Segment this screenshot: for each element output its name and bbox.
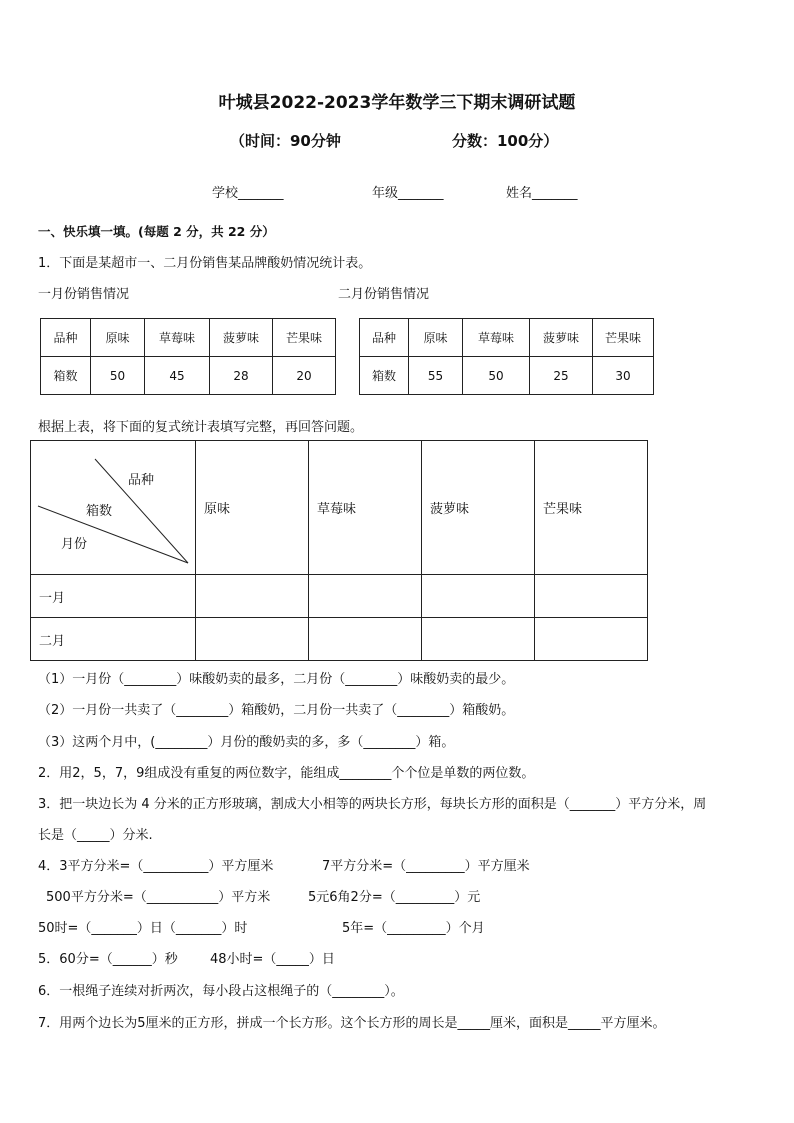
blank-cell[interactable] — [535, 618, 648, 661]
page-title: 叶城县2022-2023学年数学三下期末调研试题 — [218, 93, 576, 113]
table-cell: 55 — [409, 357, 463, 395]
question-5a: 5．60分=（______）秒 — [38, 952, 178, 967]
table-cell: 菠萝味 — [210, 319, 273, 357]
flavor-header: 芒果味 — [535, 441, 648, 575]
question-1-text: 1．下面是某超市一、二月份销售某品牌酸奶情况统计表。 — [38, 256, 372, 271]
exam-time: （时间：90分钟 — [230, 132, 341, 150]
question-6: 6．一根绳子连续对折两次，每小段占这根绳子的（________）。 — [38, 984, 404, 999]
table-cell: 草莓味 — [463, 319, 530, 357]
blank-cell[interactable] — [535, 575, 648, 618]
table-cell: 芒果味 — [273, 319, 336, 357]
diagonal-lines — [31, 441, 195, 574]
table-cell: 品种 — [360, 319, 409, 357]
flavor-header: 菠萝味 — [422, 441, 535, 575]
question-2: 2．用2，5，7，9组成没有重复的两位数字，能组成________个个位是单数的两位数。 — [38, 766, 535, 781]
table-cell: 28 — [210, 357, 273, 395]
question-3-line2: 长是（_____）分米. — [38, 828, 153, 843]
table-cell: 45 — [145, 357, 210, 395]
month-row-label: 二月 — [31, 618, 196, 661]
section-heading: 一、快乐填一填。(每题 2 分，共 22 分） — [38, 224, 275, 239]
question-4e: 50时=（_______）日（_______）时 — [38, 921, 248, 936]
table-header-row — [31, 441, 648, 575]
table-cell: 箱数 — [360, 357, 409, 395]
diagonal-label-kind: 品种 — [128, 473, 155, 488]
table-row — [360, 357, 654, 395]
table-cell: 箱数 — [41, 357, 91, 395]
question-4c: 500平方分米=（___________）平方米 — [46, 890, 271, 905]
question-7: 7．用两个边长为5厘米的正方形，拼成一个长方形。这个长方形的周长是_____厘米，面积是_____平方厘米。 — [38, 1016, 666, 1031]
blank-cell[interactable] — [196, 575, 309, 618]
feb-sales-table — [359, 318, 654, 395]
flavor-header: 草莓味 — [309, 441, 422, 575]
month-row-label: 一月 — [31, 575, 196, 618]
question-4f: 5年=（_________）个月 — [342, 921, 485, 936]
table-cell: 25 — [530, 357, 593, 395]
table-row — [31, 575, 648, 618]
table-row — [360, 319, 654, 357]
table-cell: 30 — [593, 357, 654, 395]
combined-stat-table — [30, 440, 648, 661]
table-row — [41, 357, 336, 395]
table-cell: 品种 — [41, 319, 91, 357]
grade-field: 年级_______ — [372, 186, 444, 201]
blank-cell[interactable] — [422, 618, 535, 661]
blank-cell[interactable] — [196, 618, 309, 661]
question-4d: 5元6角2分=（_________）元 — [308, 890, 481, 905]
table-cell: 芒果味 — [593, 319, 654, 357]
table-cell: 50 — [91, 357, 145, 395]
blank-cell[interactable] — [422, 575, 535, 618]
jan-table-caption: 一月份销售情况 — [38, 287, 130, 302]
table-cell: 20 — [273, 357, 336, 395]
question-1-sub3: （3）这两个月中，(________）月份的酸奶卖的多，多（________）箱。 — [38, 735, 455, 750]
feb-table-caption: 二月份销售情况 — [338, 287, 430, 302]
exam-score: 分数：100分） — [452, 132, 559, 150]
question-4a: 4．3平方分米=（__________）平方厘米 — [38, 859, 274, 874]
table-cell: 50 — [463, 357, 530, 395]
blank-cell[interactable] — [309, 618, 422, 661]
table-cell: 菠萝味 — [530, 319, 593, 357]
table-row — [41, 319, 336, 357]
table-cell: 原味 — [409, 319, 463, 357]
school-field: 学校_______ — [212, 186, 284, 201]
diagonal-header-cell — [31, 441, 196, 575]
table-row — [31, 618, 648, 661]
question-5b: 48小时=（_____）日 — [210, 952, 335, 967]
question-4b: 7平方分米=（_________）平方厘米 — [322, 859, 530, 874]
diagonal-label-count: 箱数 — [86, 504, 113, 519]
table-cell: 草莓味 — [145, 319, 210, 357]
name-field: 姓名_______ — [506, 186, 578, 201]
blank-cell[interactable] — [309, 575, 422, 618]
jan-sales-table — [40, 318, 336, 395]
question-1-sub2: （2）一月份一共卖了（________）箱酸奶，二月份一共卖了（________）箱酸奶。 — [38, 703, 515, 718]
question-1-instruction: 根据上表，将下面的复式统计表填写完整，再回答问题。 — [38, 420, 364, 435]
flavor-header: 原味 — [196, 441, 309, 575]
diagonal-label-month: 月份 — [61, 537, 88, 552]
question-3-line1: 3．把一块边长为 4 分米的正方形玻璃，割成大小相等的两块长方形，每块长方形的面积是（_______）平方分米，周 — [38, 797, 707, 812]
table-cell: 原味 — [91, 319, 145, 357]
question-1-sub1: （1）一月份（________）味酸奶卖的最多，二月份（________）味酸奶卖的最少。 — [38, 672, 515, 687]
